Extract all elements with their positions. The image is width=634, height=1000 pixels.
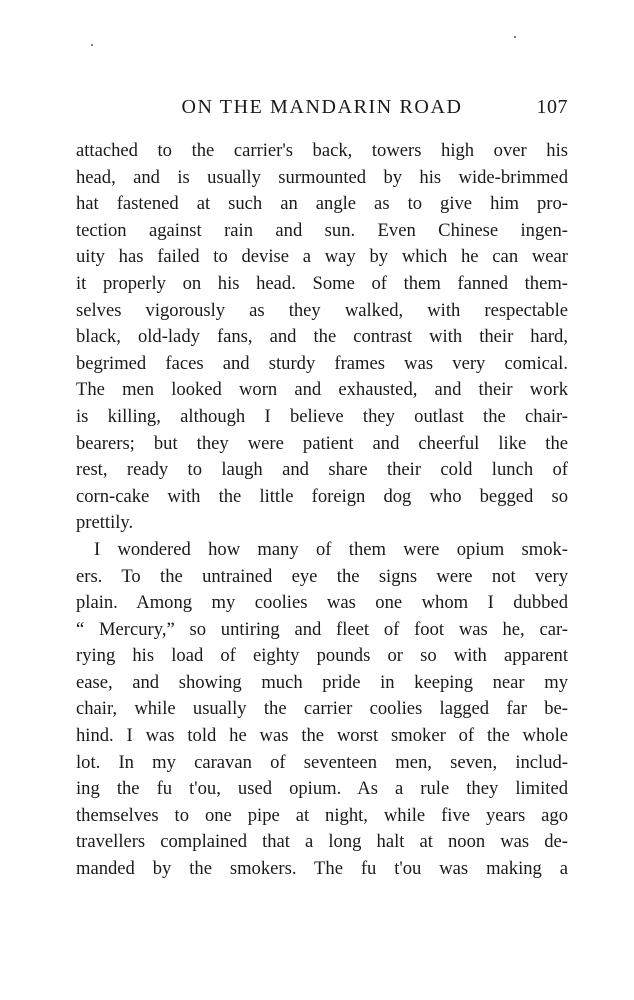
text-line: attached to the carrier's back, towers high over his [76, 140, 568, 161]
text-line: uity has failed to devise a way by which he can wear [76, 246, 568, 268]
text-line: bearers; but they were patient and cheerful like the [76, 432, 568, 454]
text-line: black, old-lady fans, and the contrast with their hard, [76, 326, 568, 348]
body-text [76, 138, 568, 883]
paper-speck [514, 36, 516, 38]
text-line: plain. Among my coolies was one whom I dubbed [76, 592, 568, 614]
text-line: ers. To the untrained eye the signs were not very [76, 565, 568, 587]
text-line: tection against rain and sun. Even Chinese ingen- [76, 219, 568, 241]
text-line: corn-cake with the little foreign dog who begged so [76, 485, 568, 507]
text-line: selves vigorously as they walked, with respectable [76, 299, 568, 321]
paragraph [76, 537, 568, 883]
paragraph [76, 138, 568, 537]
running-title: ON THE MANDARIN ROAD [181, 96, 463, 118]
text-line: chair, while usually the carrier coolies lagged far be- [76, 698, 568, 720]
text-line: rying his load of eighty pounds or so with apparent [76, 645, 568, 667]
text-line: ing the fu t'ou, used opium. As a rule they limited [76, 778, 568, 800]
text-line: hind. I was told he was the worst smoker of the whole [76, 725, 568, 747]
text-line: travellers complained that a long halt at noon was de- [76, 831, 568, 853]
text-line: I wondered how many of them were opium smok- [94, 538, 568, 560]
text-line: themselves to one pipe at night, while five years ago [76, 804, 568, 826]
page-header [76, 96, 568, 126]
text-line: prettily. [76, 512, 134, 534]
page-number: 107 [536, 96, 568, 118]
text-line: begrimed faces and sturdy frames was very comical. [76, 352, 568, 374]
text-line: lot. In my caravan of seventeen men, seven, includ- [76, 751, 568, 773]
paper-speck [91, 44, 93, 46]
text-line: it properly on his head. Some of them fanned them- [76, 272, 568, 294]
text-line: rest, ready to laugh and share their cold lunch of [76, 459, 568, 481]
text-line: is killing, although I believe they outlast the chair- [76, 405, 568, 427]
text-line: The men looked worn and exhausted, and their work [76, 379, 568, 401]
text-line: ease, and showing much pride in keeping near my [76, 671, 568, 693]
text-line: head, and is usually surmounted by his wide-brimmed [76, 166, 568, 188]
text-line: manded by the smokers. The fu t'ou was making a [76, 858, 568, 880]
text-line: hat fastened at such an angle as to give him pro- [76, 193, 568, 215]
text-line: “ Mercury,” so untiring and fleet of foot was he, car- [76, 618, 568, 640]
